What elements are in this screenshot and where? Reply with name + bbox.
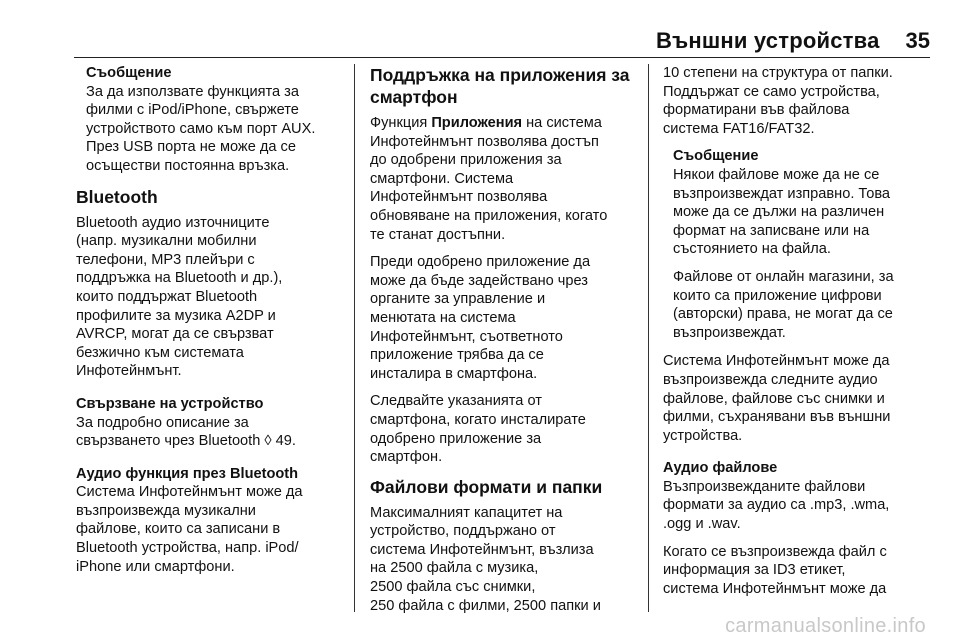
note-box-files <box>673 147 941 342</box>
text-apps-bold: Приложения <box>431 115 523 131</box>
column-middle <box>370 64 642 624</box>
section-title: Външни устройства <box>656 28 880 53</box>
page-number: 35 <box>905 28 930 53</box>
column-divider-right <box>648 64 649 612</box>
paragraph-bluetooth: Bluetooth аудио източниците (напр. музикални мобилни телефони, MP3 плейъри с поддръжка на Bluetooth и др.), които поддържат Bluetooth профилите за музика A2DP и AVRCP, могат да се свързват безжично към системата Инфотейнмънт. <box>76 214 283 380</box>
paragraph-capacity: Максималният капацитет на устройство, поддържано от система Инфотейнмънт, възлиза на 2500 файла с музика, 2500 файла със снимки, 250 файла с филми, 2500 папки и <box>370 504 601 614</box>
note-box <box>86 64 346 176</box>
text-apps-rest: на система Инфотейнмънт позволява достъп до одобрени приложения за смартфони. Система Инфотейнмънт позволява обновяване на приложения, когато те станат достъпни. <box>370 115 608 243</box>
note-text: За да използвате функцията за филми с iPod/iPhone, свържете устройството само към порт AUX. През USB порта не може да се осъществи постоянна връзка. <box>86 83 316 174</box>
paragraph-id3: Когато се възпроизвежда файл с информация за ID3 етикет, система Инфотейнмънт може да <box>663 543 887 597</box>
subheading-connect-device: Свързване на устройство <box>76 395 264 412</box>
paragraph-apps-install: Преди одобрено приложение да може да бъде задействано чрез органите за управление и менютата на система Инфотейнмънт, съответното приложение трябва да се инсталира в смартфона. <box>370 254 591 382</box>
paragraph-apps-instructions: Следвайте указанията от смартфона, когато инсталирате одобрено приложение за смартфон. <box>370 393 586 466</box>
note-title: Съобщение <box>673 148 759 165</box>
page-header <box>656 26 930 54</box>
watermark-text: carmanualsonline.info <box>725 615 926 637</box>
column-divider-left <box>354 64 355 612</box>
note-text-playback: Някои файлове може да не се възпроизвеждат изправно. Това може да се дължи на различен формат на записване или на състоянието на файла. <box>673 166 891 258</box>
paragraph-connect-device: За подробно описание за свързването чрез Bluetooth ◊ 49. <box>76 414 296 450</box>
subheading-audio-files: Аудио файлове <box>663 460 778 477</box>
heading-file-formats: Файлови формати и папки <box>370 476 603 497</box>
paragraph-supported-files: Система Инфотейнмънт може да възпроизвежда следните аудио файлове, файлове със снимки и филми, съхранявани във външни устройства. <box>663 353 891 444</box>
paragraph-audio-bluetooth: Система Инфотейнмънт може да възпроизвежда музикални файлове, които са записани в Bluetooth устройства, напр. iPod/ iPhone или смартфони. <box>76 484 303 575</box>
text-function: Функция <box>370 115 432 131</box>
paragraph-apps-function <box>370 114 642 244</box>
heading-smartphone-apps: Поддръжка на приложения за смартфон <box>370 65 630 107</box>
heading-bluetooth: Bluetooth <box>76 186 158 207</box>
column-right <box>663 64 941 607</box>
subheading-audio-bluetooth: Аудио функция през Bluetooth <box>76 465 299 482</box>
column-left <box>76 64 346 585</box>
paragraph-audio-formats: Възпроизвежданите файлови формати за аудио са .mp3, .wma, .ogg и .wav. <box>663 478 890 533</box>
header-divider <box>74 57 930 58</box>
paragraph-folder-levels: 10 степени на структура от папки. Поддържат се само устройства, форматирани във файлова система FAT16/FAT32. <box>663 65 893 137</box>
note-title: Съобщение <box>86 65 172 81</box>
note-text-drm: Файлове от онлайн магазини, за които са приложение цифрови (авторски) права, не могат да се възпроизвеждат. <box>673 268 894 341</box>
